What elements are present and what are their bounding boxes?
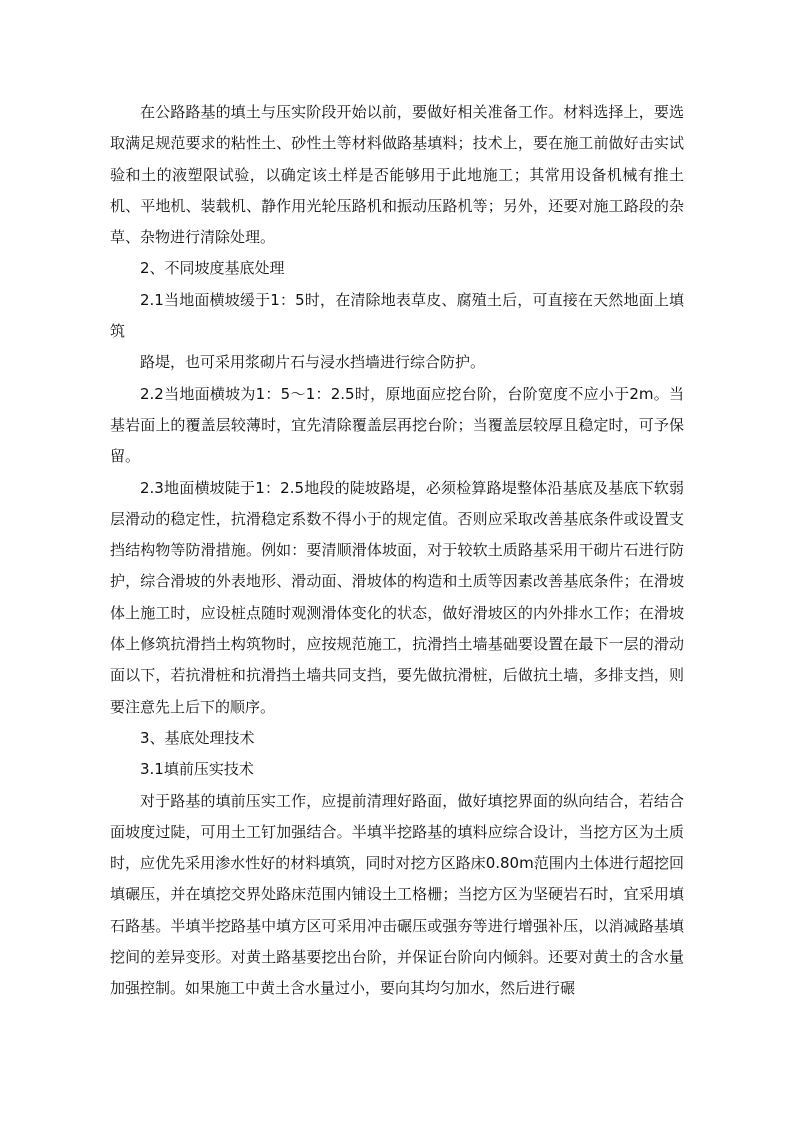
paragraph-preparation: 在公路路基的填土与压实阶段开始以前，要做好相关准备工作。材料选择上，要选取满足规范要求的粘性土、砂性土等材料做路基填料；技术上，要在施工前做好击实试验和土的液塑限试验，以确定该土样是否能够用于此地施工；其常用设备机械有推土机、平地机、装载机、静作用光轮压路机和振动压路机等；另外，还要对施工路段的杂草、杂物进行清除处理。 xyxy=(110,103,684,247)
paragraph-2-2: 2.2当地面横坡为1：5～1：2.5时，原地面应挖台阶，台阶宽度不应小于2m。当基岩面上的覆盖层较薄时，宜先清除覆盖层再挖台阶；当覆盖层较厚且稳定时，可予保留。 xyxy=(110,384,684,466)
section-heading-3: 3、基底处理技术 xyxy=(140,728,255,747)
paragraph-2-1-continued: 路堤，也可采用浆砌片石与浸水挡墙进行综合防护。 xyxy=(140,353,486,372)
paragraph-2-3: 2.3地面横坡陡于1：2.5地段的陡坡路堤，必须检算路堤整体沿基底及基底下软弱层滑动的稳定性，抗滑稳定系数不得小于的规定值。否则应采取改善基底条件或设置支挡结构物等防滑措施。例如：要清顺滑体坡面，对于较软土质路基采用干砌片石进行防护，综合滑坡的外表地形、滑动面、滑坡体的构造和土质等因素改善基底条件；在滑坡体上施工时，应设桩点随时观测滑体变化的状态，做好滑坡区的内外排水工作；在滑坡体上修筑抗滑挡土构筑物时，应按规范施工，抗滑挡土墙基础要设置在最下一层的滑动面以下，若抗滑桩和抗滑挡土墙共同支挡，要先做抗滑桩，后做抗土墙，多排支挡，则要注意先上后下的顺序。 xyxy=(110,478,684,716)
document-body xyxy=(110,97,684,1005)
paragraph-2-1: 2.1当地面横坡缓于1：5时，在清除地表草皮、腐殖土后，可直接在天然地面上填筑 xyxy=(110,290,684,341)
section-heading-2: 2、不同坡度基底处理 xyxy=(140,259,285,278)
subsection-heading-3-1: 3.1填前压实技术 xyxy=(140,760,254,779)
paragraph-3-1: 对于路基的填前压实工作，应提前清理好路面，做好填挖界面的纵向结合，若结合面坡度过陡，可用土工钉加强结合。半填半挖路基的填料应综合设计，当挖方区为土质时，应优先采用渗水性好的材料填筑，同时对挖方区路床0.80m范围内土体进行超挖回填碾压，并在填挖交界处路床范围内铺设土工格栅；当挖方区为坚硬岩石时，宜采用填石路基。半填半挖路基中填方区可采用冲击碾压或强夯等进行增强补压，以消减路基填挖间的差异变形。对黄土路基要挖出台阶，并保证台阶向内倾斜。还要对黄土的含水量加强控制。如果施工中黄土含水量过小，要向其均匀加水，然后进行碾 xyxy=(110,791,684,998)
